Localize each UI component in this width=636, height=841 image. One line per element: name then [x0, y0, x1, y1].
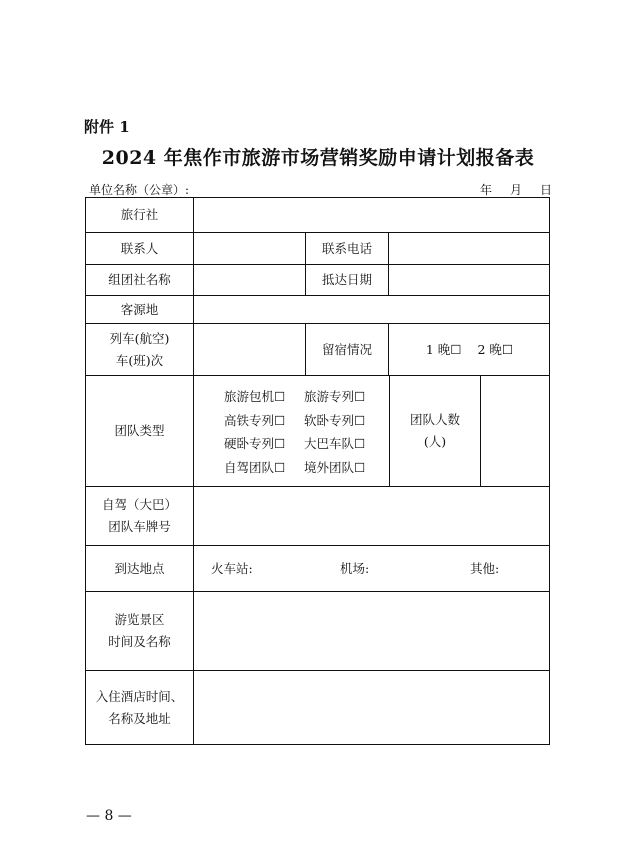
charter-flight-checkbox[interactable]: 旅游包机☐: [224, 389, 286, 404]
hotel-line2: 名称及地址: [108, 710, 171, 726]
attachment-label: 附件 1: [84, 118, 130, 136]
group-count-label: [390, 376, 480, 486]
bus-fleet-checkbox[interactable]: 大巴车队☐: [304, 436, 366, 451]
hotel-line1: 入住酒店时间、: [95, 688, 184, 704]
scenic-line1: 游览景区: [114, 612, 165, 627]
phone-label: 联系电话: [321, 240, 372, 256]
hotel-label: [86, 671, 193, 744]
scenic-spot-label: [86, 592, 193, 670]
contact-label: 联系人: [120, 240, 159, 256]
overseas-group-checkbox[interactable]: 境外团队☐: [304, 459, 366, 475]
train-station-label: 火车站:: [211, 560, 253, 576]
group-type-options: [224, 385, 365, 479]
arrival-place-label: 到达地点: [114, 560, 165, 576]
train-number-label: [86, 324, 193, 375]
train-line1: 列车(航空): [109, 330, 170, 346]
airport-label: 机场:: [340, 560, 370, 576]
plate-line1: 自驾（大巴）: [101, 497, 177, 512]
self-drive-group-checkbox[interactable]: 自驾团队☐: [224, 459, 286, 475]
page-title: 2024 年焦作市旅游市场营销奖励申请计划报备表: [101, 147, 535, 169]
tourist-train-checkbox[interactable]: 旅游专列☐: [304, 389, 366, 404]
stay-options: [389, 324, 550, 375]
plate-line2: 团队车牌号: [108, 519, 171, 534]
stay-2-night-checkbox[interactable]: 2 晚☐: [477, 341, 514, 357]
high-speed-train-checkbox[interactable]: 高铁专列☐: [224, 412, 286, 428]
date-year: 年: [480, 183, 493, 197]
stay-label: 留宿情况: [321, 341, 372, 357]
other-label: 其他:: [470, 560, 500, 576]
arrival-date-label: 抵达日期: [321, 272, 372, 287]
stay-1-night-checkbox[interactable]: 1 晚☐: [425, 341, 462, 357]
group-agency-label: 组团社名称: [108, 272, 171, 287]
group-count-line2: (人): [423, 434, 447, 449]
group-type-label: 团队类型: [114, 423, 165, 438]
unit-name-label: 单位名称（公章）:: [89, 183, 190, 197]
date-month: 月: [510, 183, 523, 197]
hard-sleeper-train-checkbox[interactable]: 硬卧专列☐: [224, 436, 286, 451]
origin-label: 客源地: [120, 301, 159, 317]
soft-sleeper-train-checkbox[interactable]: 软卧专列☐: [304, 412, 366, 428]
plate-number-label: [86, 487, 193, 545]
page-number: — 8 —: [86, 808, 132, 824]
agency-label: 旅行社: [120, 207, 159, 222]
date-day: 日: [540, 183, 553, 197]
group-count-line1: 团队人数: [409, 412, 460, 427]
train-line2: 车(班)次: [115, 352, 164, 368]
scenic-line2: 时间及名称: [108, 634, 171, 649]
